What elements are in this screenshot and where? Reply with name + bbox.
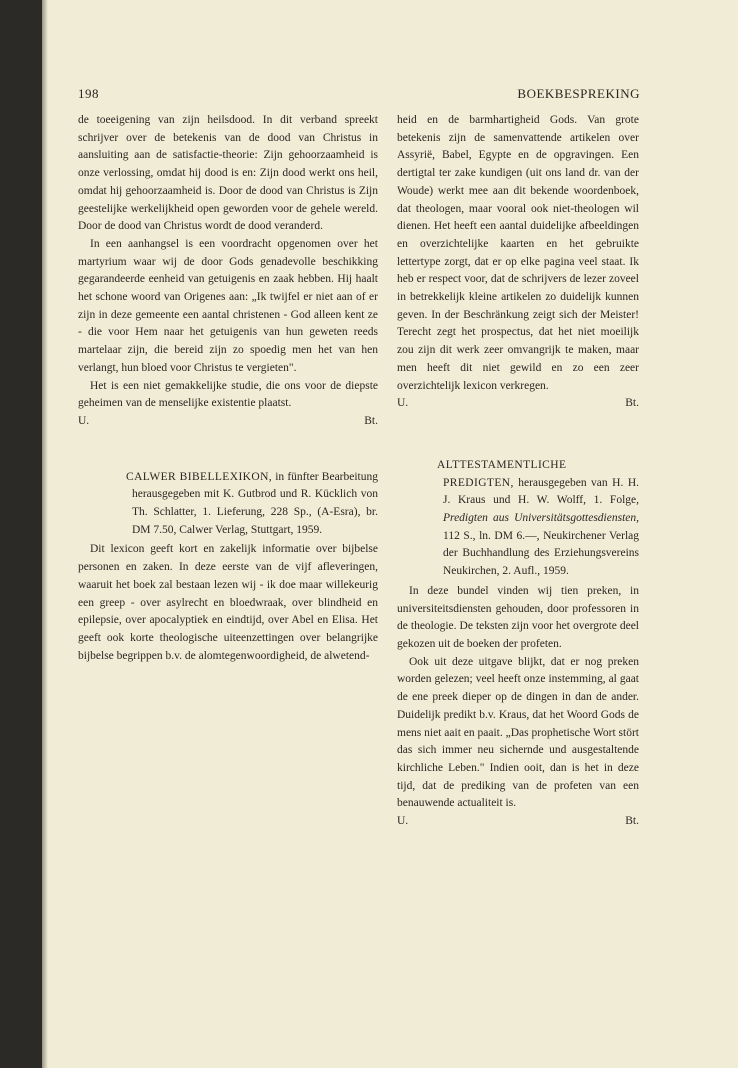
review3-signature: [397, 813, 639, 831]
book-details: in fünfter Bearbeitung herausgegeben mit K. Gutbrod und R. Kücklich von Th. Schlatter, 1. Lieferung, 228 Sp., (A-Esra), br. DM 7.50, Calwer Verlag, Stuttgart, 1959.: [132, 470, 379, 536]
review3-paragraph-1: In deze bundel vinden wij tien preken, in universiteitsdiensten gehouden, door professoren in de theologie. De teksten zijn voor het overgrote deel gekozen uit de boeken der profeten.: [397, 584, 639, 650]
signature-initial: U.: [397, 397, 409, 410]
right-column: [397, 112, 639, 831]
page-number: 198: [78, 86, 99, 101]
signature-abbrev: Bt.: [364, 414, 378, 427]
review1-paragraph-2: In een aanhangsel is een voordracht opgenomen over het martyrium waar wij de door Gods genadevolle beschikking gegarandeerde eenheid van getuigenis en zaak hebben. Hij haalt het schone woord van Origenes aan: „Ik twijfel er niet aan of er zijn in deze gemeente een aantal christenen - God alleen kent ze - die voor Hem naar het getuigenis van hun geweten reeds martelaar zijn, die bereid zijn zo spoedig men het van hen verlangt, hun bloed voor Christus te vergieten".: [78, 237, 378, 374]
left-column: [78, 112, 378, 665]
page-edge-shadow: [42, 0, 48, 1068]
review1-signature: [78, 413, 378, 431]
running-title: BOEKBESPREKING: [517, 86, 640, 101]
review2-signature: [397, 395, 639, 413]
signature-abbrev: Bt.: [625, 815, 639, 828]
book-entry-alttestamentliche: [437, 457, 639, 581]
book-entry-calwer: [126, 469, 378, 540]
book-title: ALTTESTAMENTLICHE PREDIGTEN,: [437, 458, 567, 489]
review2-continuation: heid en de barmhartigheid Gods. Van grote betekenis zijn de samenvattende artikelen over Assyrië, Babel, Egypte en de opgravingen. Een dertigtal ter zake kundigen (uit ons land dr. van der Woude) werkt mee aan dit bekende woordenboek, dat theologen, maar vooral ook niet-theologen wil dienen. Het heeft een aantal duidelijke afbeeldingen en overzichtelijke kaarten en het gebruikte lettertype zorgt, dat er op elke pagina veel staat. Ik heb er respect voor, dat de schrijvers de lezer zoveel in betrekkelijk kleine artikelen zo duidelijk kunnen geven. In der Beschränkung zeigt sich der Meister! Terecht zegt het prospectus, dat het niet moeilijk zou zijn dit werk zeer omvangrijk te maken, maar men heeft dit niet gewild en zo een zeer overzichtelijk lexicon verkregen.: [397, 114, 639, 392]
review2-paragraph: Dit lexicon geeft kort en zakelijk informatie over bijbelse personen en zaken. In deze eerste van de vijf afleveringen, waaruit het boek zal bestaan lezen wij - ik doe maar willekeurig een greep - over asylrecht en bloedwraak, over blindheid en epilepsie, over apocalyptiek en eindtijd, over Abel en Elisa. Het geeft ook korte theologische uiteenzettingen over belangrijke bijbelse begrippen b.v. de alomtegenwoordigheid, de alwetend-: [78, 543, 378, 662]
signature-initial: U.: [397, 815, 409, 828]
book-subtitle: Predigten aus Universitätsgottesdiensten,: [443, 512, 639, 525]
book-title: CALWER BIBELLEXIKON,: [126, 470, 273, 483]
book-details-post: 112 S., ln. DM 6.—, Neukirchener Verlag der Buchhandlung des Erziehungsvereins Neukirchen, 2. Aufl., 1959.: [443, 529, 639, 578]
review1-paragraph-1: de toeeigening van zijn heilsdood. In dit verband spreekt schrijver over de betekenis van de dood van Christus in aansluiting aan de satisfactie-theorie: Zijn gehoorzaamheid is onze verlossing, omdat hij dood is en: Zijn dood werkt ons heil, omdat hij gehoorzaamheid is. Door de dood van Christus is Zijn geestelijke werkelijkheid open geworden voor de gehele wereld. Door de dood van Christus wordt de dood veranderd.: [78, 114, 378, 233]
signature-abbrev: Bt.: [625, 397, 639, 410]
book-details-pre: herausgegeben van H. H. J. Kraus und H. W. Wolff, 1. Folge,: [443, 476, 639, 507]
signature-initial: U.: [78, 414, 90, 427]
review3-paragraph-2: Ook uit deze uitgave blijkt, dat er nog preken worden gelezen; veel heeft onze instemming, al gaat de ene preek dieper op de dingen in dan de ander. Duidelijk predikt b.v. Kraus, dat het Woord Gods de mens niet aait en paait. „Das prophetische Wort stört das sich immer neu sichernde und ausgestaltende kirchliche Leben." Indien ooit, dan is het in deze tijd, dat de prediking van de profeten van een benauwende actualiteit is.: [397, 655, 639, 810]
review1-paragraph-3: Het is een niet gemakkelijke studie, die ons voor de diepste geheimen van de menselijke existentie plaatst.: [78, 379, 378, 410]
